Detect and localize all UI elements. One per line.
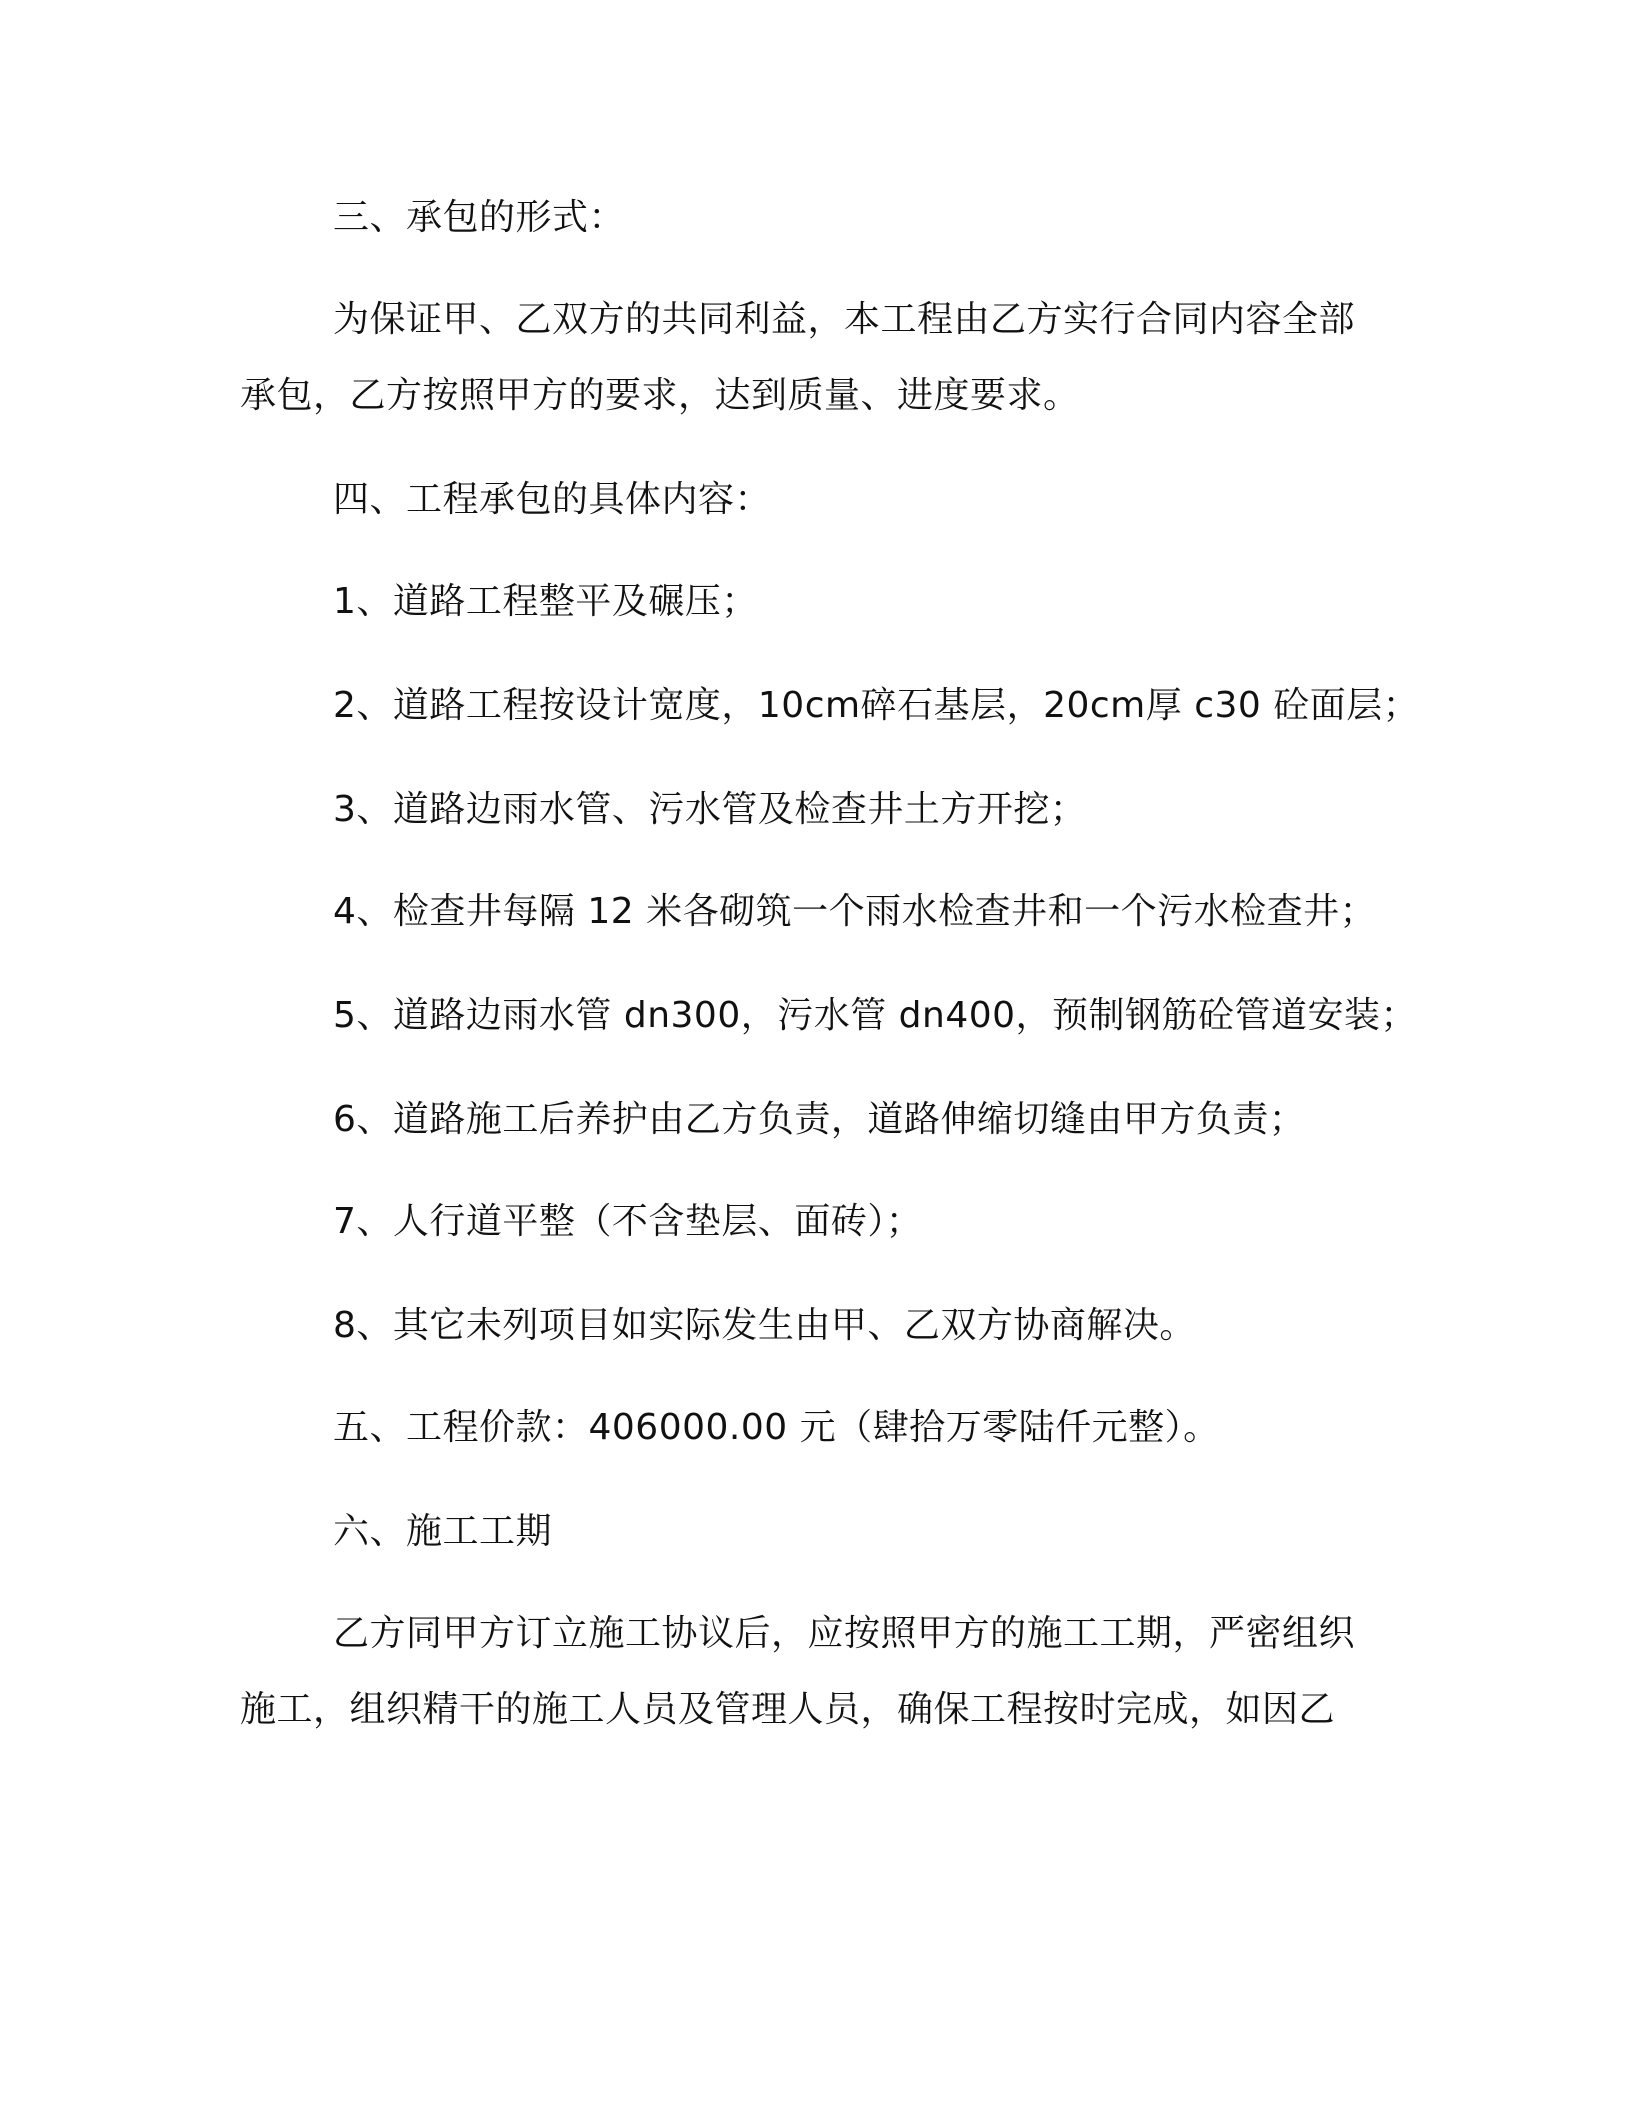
section-3-heading: 三、承包的形式： xyxy=(333,197,626,238)
list-item: 1、道路工程整平及碾压； xyxy=(333,581,758,622)
section-3-paragraph-line-1: 为保证甲、乙双方的共同利益，本工程由乙方实行合同内容全部 xyxy=(333,299,1356,340)
section-3-paragraph-line-2: 承包，乙方按照甲方的要求，达到质量、进度要求。 xyxy=(240,375,1080,416)
list-item: 7、人行道平整（不含垫层、面砖）； xyxy=(333,1201,923,1242)
list-item: 6、道路施工后养护由乙方负责，道路伸缩切缝由甲方负责； xyxy=(333,1099,1306,1140)
list-item: 3、道路边雨水管、污水管及检查井土方开挖； xyxy=(333,789,1087,830)
section-6-paragraph-line-2: 施工，组织精干的施工人员及管理人员，确保工程按时完成，如因乙 xyxy=(240,1689,1336,1730)
section-5-heading: 五、工程价款：406000.00 元（肆拾万零陆仟元整）。 xyxy=(333,1407,1220,1448)
list-item: 4、检查井每隔 12 米各砌筑一个雨水检查井和一个污水检查井； xyxy=(333,891,1377,932)
section-6-heading: 六、施工工期 xyxy=(333,1511,553,1552)
list-item: 5、道路边雨水管 dn300，污水管 dn400，预制钢筋砼管道安装； xyxy=(333,995,1418,1036)
list-item: 8、其它未列项目如实际发生由甲、乙双方协商解决。 xyxy=(333,1305,1196,1346)
list-item: 2、道路工程按设计宽度，10cm碎石基层，20cm厚 c30 砼面层； xyxy=(333,685,1420,726)
section-6-paragraph-line-1: 乙方同甲方订立施工协议后，应按照甲方的施工工期，严密组织 xyxy=(333,1613,1356,1654)
section-4-heading: 四、工程承包的具体内容： xyxy=(333,479,772,520)
